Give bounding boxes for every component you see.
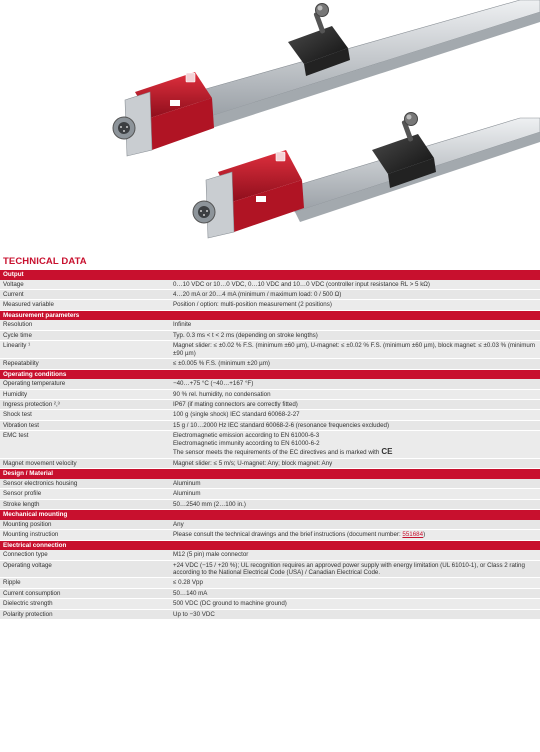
spec-value (170, 289, 540, 299)
spec-value-text: Up to −30 VDC (173, 610, 215, 618)
spec-value (170, 599, 540, 609)
spec-value-text: IP67 (if mating connectors are correctly fitted) (173, 401, 298, 409)
spec-label: Voltage (0, 280, 170, 290)
spec-value-text: 50…140 mA (173, 589, 208, 597)
section-header (0, 540, 540, 550)
spec-value (170, 499, 540, 509)
table-row (0, 379, 540, 389)
spec-value-text: 500 VDC (DC ground to machine ground) (173, 600, 287, 608)
technical-data-table (0, 270, 540, 620)
spec-value-text: Electromagnetic emission according to EN 61000-6-3 Electromagnetic immunity according to EN 61000-6-2 The sensor meets the requirements of the EC directives and is marked with (173, 432, 380, 457)
table-row (0, 400, 540, 410)
spec-value-text: M12 (5 pin) male connector (173, 551, 249, 559)
spec-value (170, 578, 540, 588)
spec-value-text: Please consult the technical drawings and the brief instructions (document number: (173, 531, 401, 539)
section-heading: Electrical connection (0, 540, 540, 550)
section-heading: Operating conditions (0, 369, 540, 379)
spec-value-text: Typ. 0.3 ms < t < 2 ms (depending on stroke lengths) (173, 331, 318, 339)
spec-label: Sensor electronics housing (0, 479, 170, 489)
section-header (0, 310, 540, 320)
spec-label: Linearity ¹ (0, 341, 170, 359)
table-row (0, 420, 540, 430)
spec-label: Mounting instruction (0, 530, 170, 540)
spec-label: Operating voltage (0, 560, 170, 578)
spec-value-text: 90 % rel. humidity, no condensation (173, 390, 271, 398)
spec-value-suffix: ) (423, 531, 426, 539)
spec-value (170, 410, 540, 420)
table-row (0, 359, 540, 369)
spec-value (170, 320, 540, 330)
spec-label: Magnet movement velocity (0, 458, 170, 468)
table-row (0, 599, 540, 609)
spec-value-text: −40…+75 °C (−40…+167 °F) (173, 380, 254, 388)
section-header (0, 469, 540, 479)
spec-label: Vibration test (0, 420, 170, 430)
table-row (0, 520, 540, 530)
spec-value-text: ≤ 0.28 Vpp (173, 579, 203, 587)
spec-value-text: 100 g (single shock) IEC standard 60068-2-27 (173, 411, 300, 419)
spec-value-text: Any (173, 520, 184, 528)
spec-label: Resolution (0, 320, 170, 330)
spec-label: Humidity (0, 389, 170, 399)
spec-value (170, 379, 540, 389)
spec-label: Operating temperature (0, 379, 170, 389)
spec-value (170, 280, 540, 290)
table-row (0, 530, 540, 540)
spec-label: Dielectric strength (0, 599, 170, 609)
spec-value (170, 609, 540, 619)
spec-value-text: 50…2540 mm (2…100 in.) (173, 500, 246, 508)
spec-value (170, 520, 540, 530)
table-row (0, 330, 540, 340)
spec-label: Ripple (0, 578, 170, 588)
spec-value (170, 560, 540, 578)
spec-value (170, 458, 540, 468)
spec-label: Repeatability (0, 359, 170, 369)
table-row (0, 320, 540, 330)
table-row (0, 389, 540, 399)
table-row (0, 300, 540, 310)
spec-value-text: Magnet slider: ≤ ±0.02 % F.S. (minimum ±60 µm), U-magnet: ≤ ±0.02 % F.S. (minimum ±60 µm), block magnet: ≤ ±0.03 % (minimum ±90 µm) (173, 342, 535, 357)
product-photo (0, 0, 540, 250)
spec-label: Mounting position (0, 520, 170, 530)
spec-value (170, 341, 540, 359)
spec-value (170, 389, 540, 399)
table-row (0, 410, 540, 420)
spec-label: Sensor profile (0, 489, 170, 499)
spec-value (170, 479, 540, 489)
table-row (0, 458, 540, 468)
spec-value (170, 431, 540, 458)
spec-label: Measured variable (0, 300, 170, 310)
spec-label: Ingress protection ²,³ (0, 400, 170, 410)
spec-value-text: Infinite (173, 321, 192, 329)
ce-mark: CE (381, 447, 393, 457)
table-row (0, 609, 540, 619)
spec-label: Shock test (0, 410, 170, 420)
spec-value-text: Aluminum (173, 479, 201, 487)
table-row (0, 499, 540, 509)
table-row (0, 588, 540, 598)
spec-value (170, 489, 540, 499)
spec-label: EMC test (0, 431, 170, 458)
spec-value (170, 400, 540, 410)
table-row (0, 479, 540, 489)
spec-label: Cycle time (0, 330, 170, 340)
spec-value-text: Aluminum (173, 490, 201, 498)
spec-value-text: Position / option: multi-position measurement (2 positions) (173, 301, 332, 309)
spec-label: Current consumption (0, 588, 170, 598)
section-title: TECHNICAL DATA (3, 256, 87, 267)
spec-label: Polarity protection (0, 609, 170, 619)
section-heading: Output (0, 270, 540, 280)
table-row (0, 280, 540, 290)
spec-value-text: Magnet slider: ≤ 5 m/s; U-magnet: Any; block magnet: Any (173, 459, 333, 467)
spec-value-text: 0…10 VDC or 10…0 VDC, 0…10 VDC and 10…0 VDC (controller input resistance RL > 5 kΩ) (173, 280, 430, 288)
table-row (0, 560, 540, 578)
section-header (0, 510, 540, 520)
table-row (0, 550, 540, 560)
spec-value-text: 4…20 mA or 20…4 mA (minimum / maximum load: 0 / 500 Ω) (173, 290, 342, 298)
section-heading: Measurement parameters (0, 310, 540, 320)
table-row (0, 431, 540, 458)
spec-label: Stroke length (0, 499, 170, 509)
section-heading: Mechanical mounting (0, 510, 540, 520)
section-header (0, 270, 540, 280)
spec-value (170, 550, 540, 560)
table-row (0, 578, 540, 588)
spec-value (170, 300, 540, 310)
document-link[interactable]: 551684 (402, 531, 424, 539)
spec-value (170, 530, 540, 540)
spec-value-text: ≤ ±0.005 % F.S. (minimum ±20 µm) (173, 360, 270, 368)
section-header (0, 369, 540, 379)
table-row (0, 289, 540, 299)
spec-label: Connection type (0, 550, 170, 560)
spec-value-text: +24 VDC (−15 / +20 %); UL recognition requires an approved power supply with energy limitation (UL 61010-1), or Class 2 rating according to the National Electrical Code (USA) / Canadian Electrical Code. (173, 561, 525, 576)
table-row (0, 489, 540, 499)
section-heading: Design / Material (0, 469, 540, 479)
spec-value (170, 330, 540, 340)
spec-label: Current (0, 289, 170, 299)
table-row (0, 341, 540, 359)
spec-value-text: 15 g / 10…2000 Hz IEC standard 60068-2-6 (resonance frequencies excluded) (173, 421, 390, 429)
spec-value (170, 420, 540, 430)
spec-value (170, 359, 540, 369)
position-sensor-icon (0, 0, 540, 250)
spec-value (170, 588, 540, 598)
